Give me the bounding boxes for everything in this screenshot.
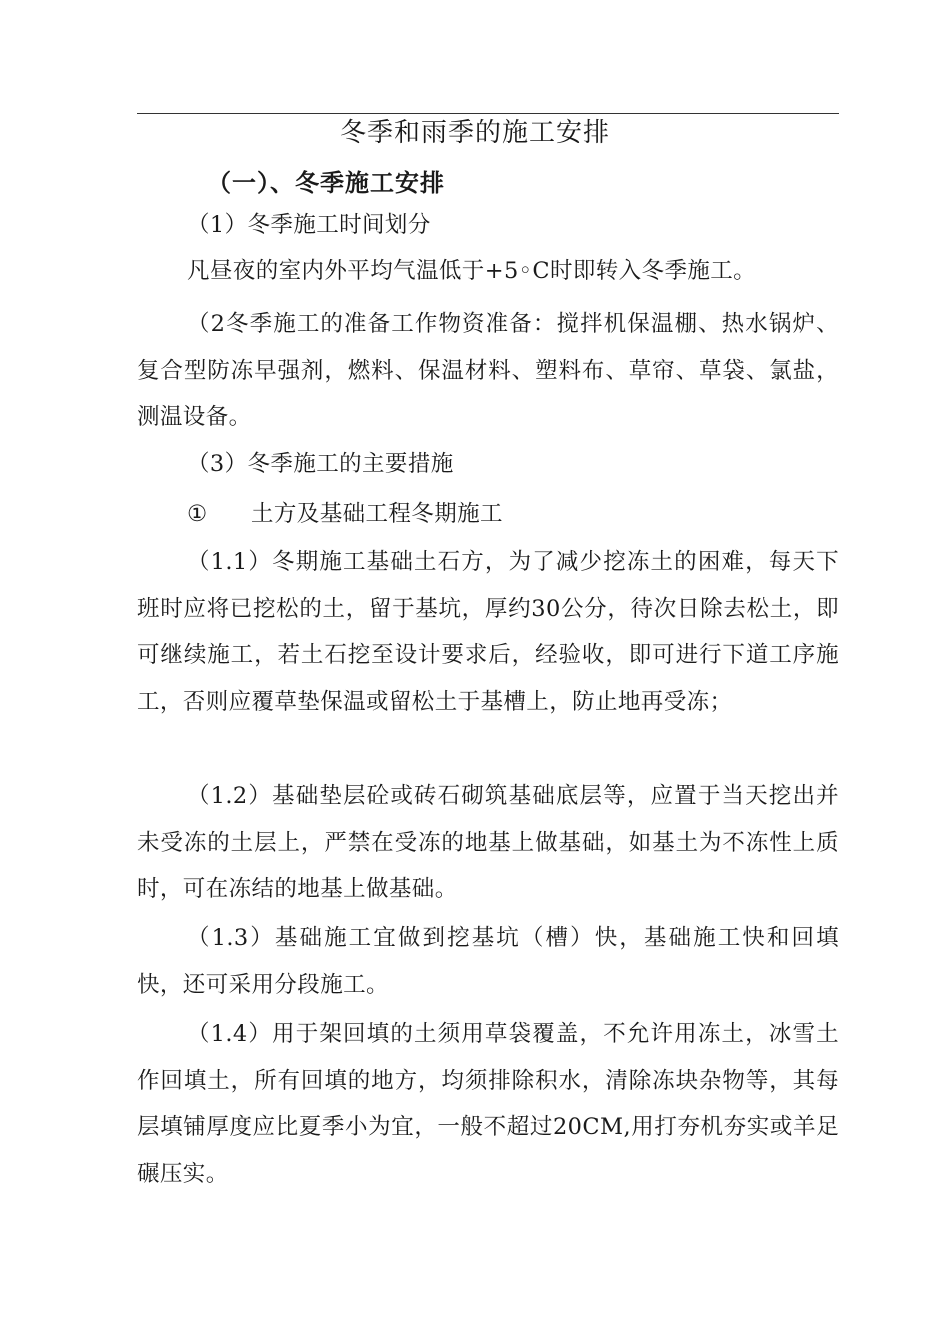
paragraph-temperature-rule: 凡昼夜的室内外平均气温低于+5◦C时即转入冬季施工。 [187,258,757,284]
document-title: 冬季和雨季的施工安排 [339,118,610,148]
paragraph-material-preparation: （2冬季施工的准备工作物资准备：搅拌机保温棚、热水锅炉、复合型防冻早强剂，燃料、保温材料、塑料布、草帘、草袋、氯盐，测温设备。 [137,311,839,430]
paragraph-item-1-4: （1.4）用于架回填的土须用草袋覆盖，不允许用冻土，冰雪土作回填土，所有回填的地方，均须排除积水，清除冻块杂物等，其每层填铺厚度应比夏季小为宜，一般不超过20CM,用打夯机夯实或羊足碾压实。 [137,1021,839,1187]
section-heading: （一）、冬季施工安排 [207,169,445,197]
paragraph-item-1-3: （1.3）基础施工宜做到挖基坑（槽）快，基础施工快和回填快，还可采用分段施工。 [137,925,839,998]
paragraph-main-measures: （3）冬季施工的主要措施 [187,451,454,477]
paragraph-item-1-1: （1.1）冬期施工基础土石方，为了减少挖冻土的困难，每天下班时应将已挖松的土，留于基坑，厚约30公分，待次日除去松土，即可继续施工，若土石挖至设计要求后，经验收，即可进行下道工序施工，否则应覆草垫保温或留松土于基槽上，防止地再受冻； [137,549,839,715]
paragraph-winter-time-division: （1）冬季施工时间划分 [187,212,431,238]
earthwork-heading-text: 土方及基础工程冬期施工 [251,501,503,527]
circled-number-marker: ① [187,501,208,527]
paragraph-item-1-2: （1.2）基础垫层砼或砖石砌筑基础底层等，应置于当天挖出并未受冻的土层上，严禁在受冻的地基上做基础，如基土为不冻性上质时，可在冻结的地基上做基础。 [137,783,839,902]
paragraph-earthwork-heading [137,491,839,538]
